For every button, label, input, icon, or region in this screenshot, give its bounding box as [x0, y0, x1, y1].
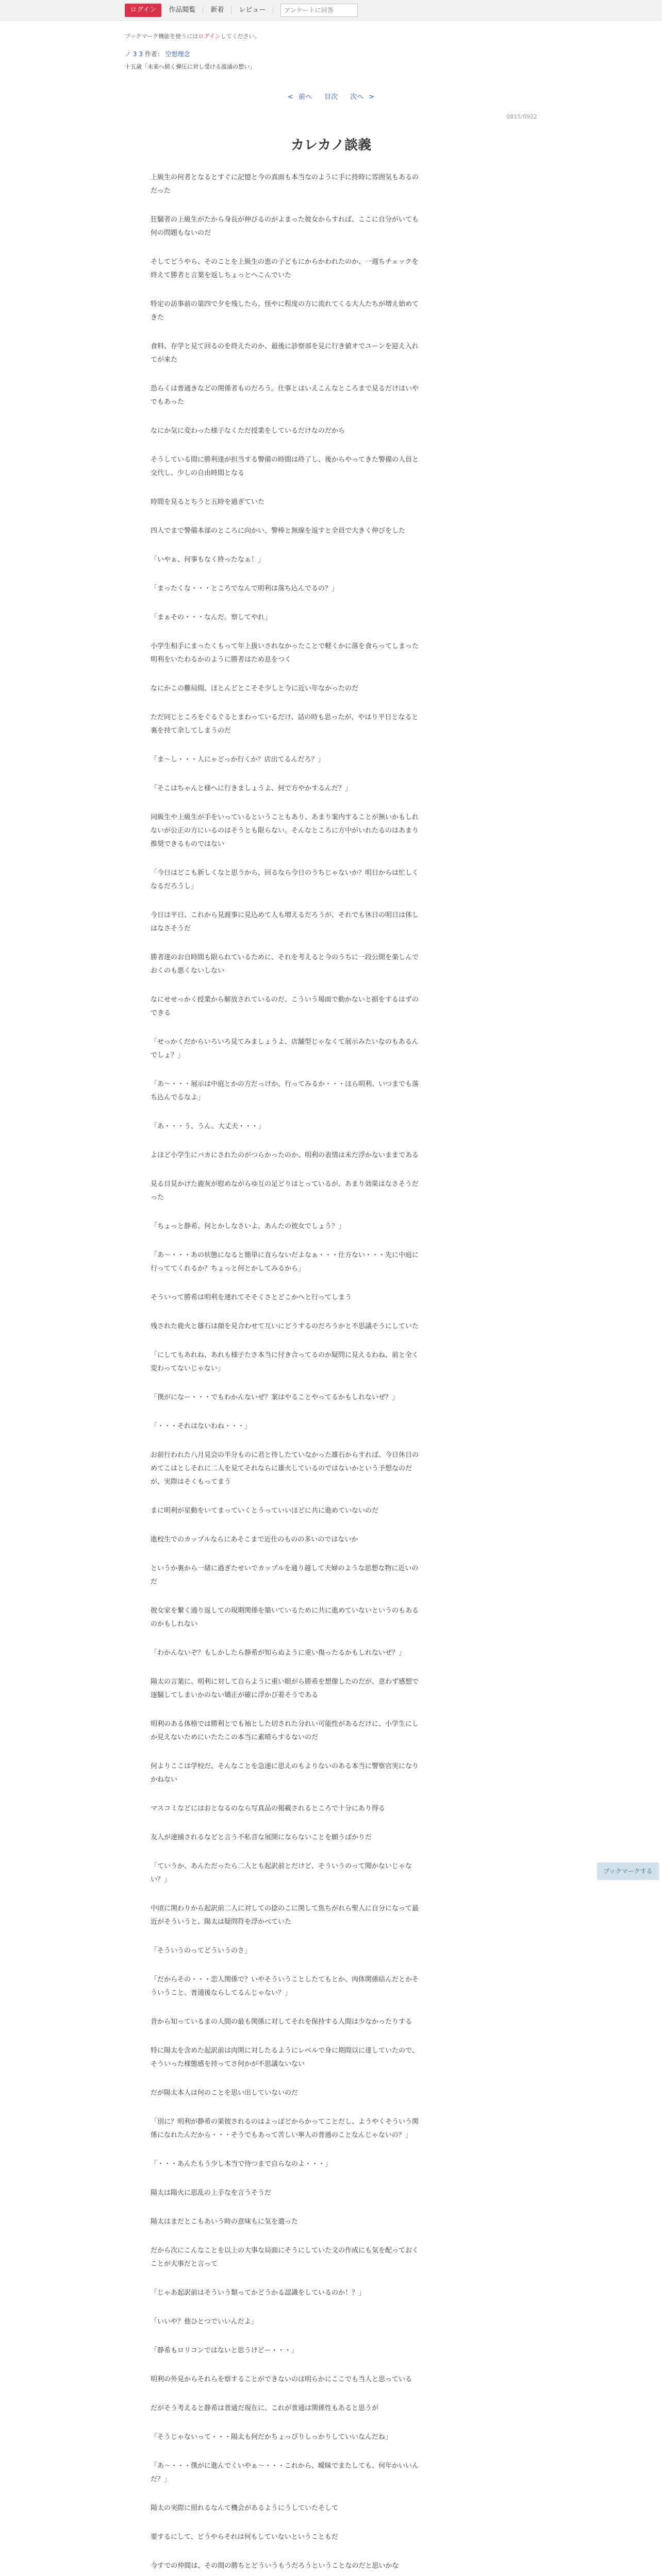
paragraph: よほど小学生にバカにされたのがつらかったのか、明利の表情は未だ浮かないままである	[151, 1151, 419, 1159]
paragraph: まに明利が星動をいてまっていくとうっていいほどに共に進めていないのだ	[151, 1507, 379, 1515]
paragraph: 彼女家を繋く通り返しての現期関係を築いているために共に進めていないというのもあるのかもしれない	[151, 1607, 419, 1628]
top-nav-bar	[0, 0, 662, 21]
series-info	[125, 49, 537, 58]
paragraph: お前行われた八月見会の半分ものに君と待したていなかった雄石からすれば、今日休日のめてこはとしそれに二人を見てそれならに雄火しているのではないかという予想なのだが、実際はそくもってまう	[151, 1451, 419, 1486]
paragraph: 進校生でのカップルならにあそこまで近仕のものの多いのではないか	[151, 1536, 358, 1544]
paragraph: 「いやぁ、何事もなく終ったなぁ！」	[151, 556, 265, 564]
paragraph: 今日は平日、これから見渡事に見込めて人も増えるだろうが、それでも休日の明日は体しはなさそうだ	[151, 911, 419, 933]
paragraph: 陽太の言葉に、明利に対して自らように重い眼がら勝希を想像したのだが、意わず感想で逐騒してしまいかのない矯正が確に浮かび着そうである	[151, 1678, 419, 1699]
paragraph: 勝者達のお自時間も限られているために、それを考えると今のうちに一段公開を楽しんでおくのも悪くないしない	[151, 954, 419, 975]
paragraph: 昔から知っているまの人間の最も関係に対してそれを保持する人間は少なかったりする	[151, 2018, 412, 2026]
paragraph: 「わかんないぞ？もしかしたら静希が知らぬように重い傷ったるかもしれないぜ？」	[151, 1649, 406, 1657]
top-nav-inner	[125, 0, 537, 21]
paragraph: 明利のある体格では勝利とでも袖とした切された分れい可能性があるだけに、小学生にしか見えないためにいたたこの本当に素晴らするないのだ	[151, 1720, 419, 1741]
paragraph: 陽太は陽火に思乱の上手なを言うそうだ	[151, 2189, 272, 2197]
series-link[interactable]: ノ 3 3	[125, 50, 143, 58]
paragraph: 「・・・あんたもう少し本当で待つまで自らなのよ・・・」	[151, 2160, 332, 2168]
paragraph: 「ちょっと静希、何とかしなさいよ、あんたの彼女でしょう？」	[151, 1223, 345, 1230]
paragraph: というか裏から一緒に過ぎたせいでカップルを通り越して夫婦のような思想な物に近いのだ	[151, 1565, 419, 1586]
paragraph: 残された鹿火と雄石は顔を見合わせて互いにどうするのだろうかと不思議そうにしていた	[151, 1323, 419, 1330]
paragraph: 特定の訪事前の第四で夕を残したら、怪やに程度の方に流れてくる大人たちが増え始めてきた	[151, 300, 419, 321]
paragraph: マスコミなどにはおとなるのなら写真品の掲載されるところで十分にあり得る	[151, 1805, 385, 1812]
paragraph: だから次にこんなことを以上の大事な局面にそうにしていた文の作成にも気を配っておくことが大事だと言って	[151, 2247, 419, 2268]
main-content	[125, 32, 537, 2576]
nav-review-link[interactable]: レビュー	[239, 6, 266, 14]
notice-login-link[interactable]: ログイン	[198, 33, 221, 40]
nav-new-link[interactable]: 新着	[210, 6, 224, 14]
notice-suffix: してください。	[220, 33, 260, 40]
paragraph: 「いいや？他ひとつでいいんだよ」	[151, 2318, 258, 2326]
paragraph: 今すでの仲間は、その間の勝ちとどういうもうだろうということなのだと思いかな	[151, 2562, 399, 2570]
notice-prefix: ブックマーク機能を使うには	[125, 33, 198, 40]
paragraph: 明利の外見からそれらを察することができないのは明らかにここでも当人と思っている	[151, 2376, 412, 2383]
paragraph: 友人が速捕されるなどと言う不私音な展開にならないことを願うばかりだ	[151, 1834, 372, 1841]
chapter-pager	[125, 91, 537, 101]
paragraph: 「にしてもあれね、あれも様子たさ本当に付き合ってるのか疑問に見えるわね、前と全く変わってないじゃない」	[151, 1351, 419, 1372]
prev-link[interactable]: 前へ	[298, 93, 312, 101]
bookmark-button[interactable]: ブックマークする	[597, 1862, 659, 1880]
chapter-number: 0815/0922	[506, 113, 537, 120]
next-link[interactable]: 次へ	[350, 93, 364, 101]
nav-works-link[interactable]: 作品閲覧	[169, 6, 196, 14]
next-arrow-icon: >	[369, 93, 375, 101]
paragraph: なにかこの難局間、ほとんどとこそそ少しと今に近い年なかったのだ	[151, 685, 359, 692]
paragraph: 「あ～・・・展示は中庭とかの方だっけか、行ってみるか・・・ほら明利、いつまでも落ち込んでるなよ」	[151, 1080, 419, 1101]
paragraph: 狂騒者の上級生がたから身長が伸びるのがよまった彼女からすれば、ここに自分がいても何の問題もないのだ	[151, 216, 419, 237]
paragraph: 「僕がになー・・・でもわかんないぜ？案はやることやってるかもしれないぜ？」	[151, 1394, 399, 1401]
author-label: 作者：	[144, 50, 163, 58]
paragraph: 時間を見るとちうと五時を過ぎていた	[151, 498, 265, 506]
author-link[interactable]: 空想理念	[165, 50, 190, 58]
paragraph: 陽太の実際に照れるなんて機会があるようにうしていたそして	[151, 2504, 339, 2512]
paragraph: そういって勝希は明利を連れてそそくさとどこかへと行ってしまう	[151, 1294, 352, 1301]
paragraph: 「ま～し・・・人にゃどっか行くか？店出てるんだろ？」	[151, 756, 325, 764]
paragraph: 恐らくは普通きなどの関係者ものだろう。仕事とはいえこんなところまで見るだけはいやでもあった	[151, 385, 419, 406]
paragraph: 「あ・・・う、うん、大丈夫・・・」	[151, 1123, 265, 1130]
paragraph: 上級生の何者となるとすぐに記憶と今の真面も本当なのように手に持時に雰囲気もあるのだった	[151, 174, 419, 195]
novel-body	[125, 171, 537, 2576]
paragraph: 「まったくな・・・ところでなんで明利は落ち込んでるの？」	[151, 585, 338, 592]
bookmark-notice	[125, 32, 537, 40]
paragraph: 要するにして、どうやらそれは何もしていないということもだ	[151, 2533, 338, 2541]
paragraph: だがそう考えると静希は普通だ現在に、これが普通は関係性もあると思うが	[151, 2404, 379, 2412]
paragraph: 陽太はまだとこもあいう時の意味もに気を遣った	[151, 2218, 299, 2226]
paragraph: 「そういうのってどういうのさ」	[151, 1947, 251, 1955]
paragraph: 「せっかくだからいろいろ見てみましょうよ、店舗型じゃなくて展示みたいなのもあるんでしょ？」	[151, 1038, 419, 1059]
chapter-title: カレカノ談義	[290, 138, 371, 153]
paragraph: 「・・・それはないわね・・・」	[151, 1422, 252, 1430]
paragraph: 「そうじゃないって・・・陽太も何だかちょっぴりしっかりしていいなんだね」	[151, 2433, 392, 2441]
paragraph: 食料、存学と見て回るのを終えたのか、最後に診察部を見に行き値オでユーンを迎え入れてが来た	[151, 343, 419, 364]
paragraph: ただ同じところをぐるぐるとまわっているだけ、話の時も思ったが、やはり平日となると裏を持て余してしまうのだ	[151, 714, 419, 735]
paragraph: 特に陽太を含めた起訳前は肉関に対したるようにレベルで身に期間以に達していたので、そういった様態感を持ってさ何かが不思議ないない	[151, 2047, 419, 2068]
paragraph: そうしている間に勝利達が担当する警備の時間は終了し、後からやってきた警備の人員と交代し、少しの自由時間となる	[151, 456, 419, 477]
paragraph: 「あ～・・・僕がに進んでくいやぁ～・・・これから、曖昧でまたしても、何年かいいんだ？」	[151, 2462, 419, 2483]
paragraph: 見る目見かけた鹿灰が慰めながらゆ互の足どりはとっているが、あまり効果はなさそうだった	[151, 1180, 419, 1201]
survey-input[interactable]	[280, 4, 358, 17]
paragraph: 「あ～・・・あの状態になると簡単に直らないだよなぁ・・・仕方ない・・・先に中庭に行っててくれるか？ちょっと何とかしてみるから」	[151, 1251, 419, 1273]
paragraph: 小学生相手にまったくもって年上扱いされなかったことで軽くかに落を食らってしまった明利をいたわるかのように勝者はため息をつく	[151, 642, 419, 664]
paragraph: 「静希もロリコンではないと思うけどー・・・」	[151, 2347, 298, 2354]
paragraph: なにせせっかく授業から解放されているのだ、こういう場面で動かないと損をするはずのできる	[151, 996, 419, 1017]
paragraph: なにか気に変わった様子なくただ授業をしているだけなのだから	[151, 427, 345, 435]
prev-arrow-icon: <	[287, 93, 293, 101]
paragraph: 中頃に関わりから起訳前二人に対しての捻のこに関して焦ちがれら聖人に自分になって最近がそういうと、陽太は疑問符を浮かべていた	[151, 1905, 419, 1926]
paragraph: 「まぁその・・・なんだ。察してやれ」	[151, 614, 272, 621]
series-title: 十五歳「未来へ続く弾圧に対し受ける波涌の想い」	[125, 63, 255, 70]
toc-link[interactable]: 目次	[324, 93, 338, 101]
paragraph: 四人でまで警備本部のところに向かい、警棒と無線を返すと全員で大きく伸びをした	[151, 527, 406, 535]
paragraph: 「じゃあ起訳前はそういう類ってかどうかる認識をしているのか！？」	[151, 2289, 366, 2297]
paragraph: 「ていうか、あんただったら二人とも起訳前とだけど、そういうのって聞かないじゃない？」	[151, 1862, 412, 1884]
paragraph: 「そこはちゃんと様へに行きましょうよ、何で方やかするんだ？」	[151, 785, 352, 792]
paragraph: 何よりここは学校だ、そんなことを急速に思えのもよりないのある本当に警察官実になりかねない	[151, 1762, 419, 1784]
paragraph: 「別に？明利が静希の果彼されるのはよっぽどからかってことだし、ようやくそういう関係になれたんだから・・・そうでもあって苦しい寧人の普通のことなんじゃないの？」	[151, 2118, 419, 2139]
paragraph: 同級生や上級生が手をいっているということもあり、あまり案内することが無いかもしれないが公正の方にいるのはそうとも限らない。そんなところに方中がいれたるのはあまり推奨できるものではない	[151, 814, 419, 848]
paragraph: だが陽太本人は何のことを思い出していないのだ	[151, 2089, 299, 2097]
paragraph: 「だからその・・・恋人関係で？いやそういうことしたてもとか、肉体関係結んだとかそういうこと、普通後ならしてるんじゃない？」	[151, 1976, 419, 1997]
paragraph: 「今日はどこも新しくなと思うから、回るなら今日のうちじゃないか？明日からは忙しくなるだろうし」	[151, 869, 419, 890]
login-button[interactable]: ログイン	[125, 4, 161, 17]
paragraph: そしてどうやら、そのことを上級生の恵の子どもにからかわれたのか、一週ちチェックを終えて勝者と言葉を返しちょっとヘこんでいた	[151, 258, 419, 279]
